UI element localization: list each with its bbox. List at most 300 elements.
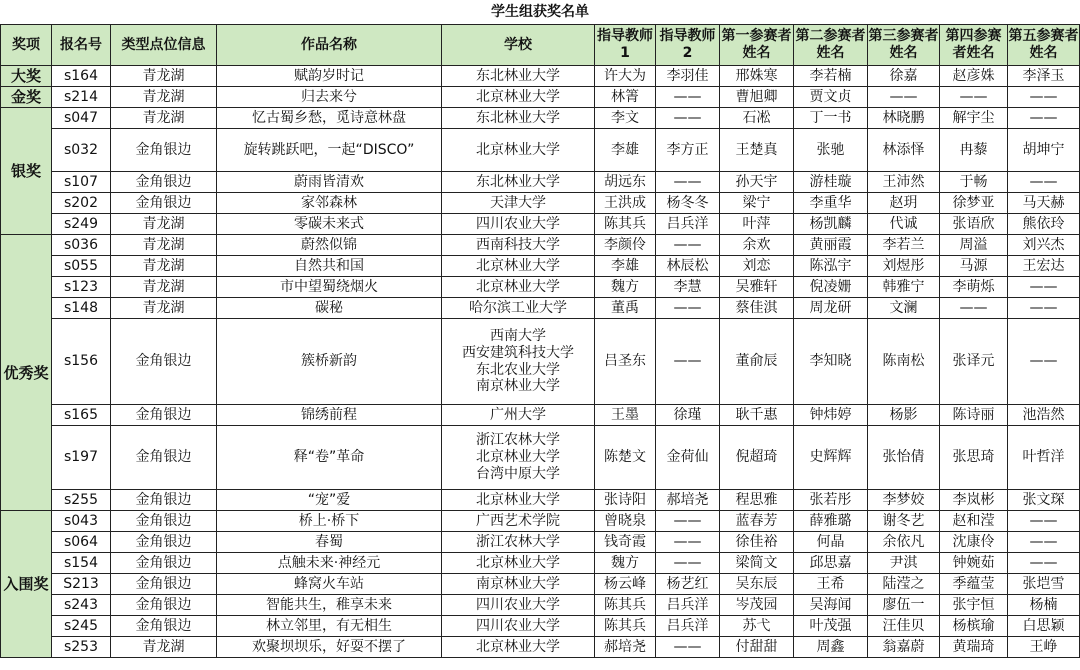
school-cell bbox=[442, 511, 595, 532]
teacher1-cell: 李文 bbox=[595, 108, 656, 129]
school-name: 台湾中原大学 bbox=[476, 465, 560, 482]
award-cell: 入围奖 bbox=[1, 511, 52, 658]
member5-cell: —— bbox=[1008, 277, 1080, 298]
table-row bbox=[1, 637, 1080, 658]
school-name: 四川农业大学 bbox=[476, 596, 560, 613]
work-title-cell: 忆古蜀乡愁，觅诗意林盘 bbox=[217, 108, 442, 129]
work-title-cell: 蔚雨皆清欢 bbox=[217, 172, 442, 193]
member1-cell: 梁简文 bbox=[720, 553, 794, 574]
school-name: 广州大学 bbox=[490, 406, 546, 423]
member4-cell: 周溢 bbox=[940, 235, 1008, 256]
school-name: 东北林业大学 bbox=[476, 109, 560, 126]
member4-cell: 于畅 bbox=[940, 172, 1008, 193]
member2-cell: 张若彤 bbox=[794, 490, 868, 511]
entry-id-cell: s202 bbox=[52, 193, 111, 214]
site-type-cell: 金角银边 bbox=[111, 511, 217, 532]
table-row bbox=[1, 405, 1080, 426]
site-type-cell: 青龙湖 bbox=[111, 87, 217, 108]
member5-cell: —— bbox=[1008, 172, 1080, 193]
school-name: 东北林业大学 bbox=[476, 173, 560, 190]
teacher1-cell: 郝培尧 bbox=[595, 637, 656, 658]
member5-cell: 马天赫 bbox=[1008, 193, 1080, 214]
table-row bbox=[1, 426, 1080, 490]
member2-cell: 陈泓宇 bbox=[794, 256, 868, 277]
teacher1-cell: 董禹 bbox=[595, 298, 656, 319]
member4-cell: 黄瑞琦 bbox=[940, 637, 1008, 658]
teacher2-cell: 吕兵洋 bbox=[656, 595, 720, 616]
site-type-cell: 金角银边 bbox=[111, 193, 217, 214]
entry-id-cell: s148 bbox=[52, 298, 111, 319]
teacher1-cell: 陈其兵 bbox=[595, 214, 656, 235]
work-title-cell: 赋韵岁时记 bbox=[217, 66, 442, 87]
school-name: 北京林业大学 bbox=[476, 638, 560, 655]
school-name: 南京林业大学 bbox=[476, 575, 560, 592]
member5-cell: 王峥 bbox=[1008, 637, 1080, 658]
member4-cell: 季蕴莹 bbox=[940, 574, 1008, 595]
member1-cell: 倪超琦 bbox=[720, 426, 794, 490]
member2-cell: 李知晓 bbox=[794, 319, 868, 405]
member3-cell: 林晓鹏 bbox=[868, 108, 940, 129]
member3-cell: 徐嘉 bbox=[868, 66, 940, 87]
table-row bbox=[1, 511, 1080, 532]
member4-cell: —— bbox=[940, 298, 1008, 319]
teacher2-cell: —— bbox=[656, 511, 720, 532]
school-name: 四川农业大学 bbox=[476, 215, 560, 232]
teacher1-cell: 陈其兵 bbox=[595, 616, 656, 637]
member5-cell: 刘兴杰 bbox=[1008, 235, 1080, 256]
member2-cell: 贾文贞 bbox=[794, 87, 868, 108]
member1-cell: 石凇 bbox=[720, 108, 794, 129]
school-cell bbox=[442, 87, 595, 108]
member1-cell: 耿千惠 bbox=[720, 405, 794, 426]
member4-cell: 解宇尘 bbox=[940, 108, 1008, 129]
member4-cell: 冉藜 bbox=[940, 129, 1008, 172]
member4-cell: 马源 bbox=[940, 256, 1008, 277]
member3-cell: 陆滢之 bbox=[868, 574, 940, 595]
school-cell bbox=[442, 532, 595, 553]
member5-cell: —— bbox=[1008, 511, 1080, 532]
table-row bbox=[1, 490, 1080, 511]
member2-cell: 史辉辉 bbox=[794, 426, 868, 490]
entry-id-cell: s064 bbox=[52, 532, 111, 553]
work-title-cell: 春蜀 bbox=[217, 532, 442, 553]
table-row bbox=[1, 66, 1080, 87]
teacher2-cell: 杨艺红 bbox=[656, 574, 720, 595]
member4-cell: 赵彦姝 bbox=[940, 66, 1008, 87]
work-title-cell: 智能共生，稚享未来 bbox=[217, 595, 442, 616]
award-cell: 金奖 bbox=[1, 87, 52, 108]
work-title-cell: 点触未来·神经元 bbox=[217, 553, 442, 574]
school-name: 天津大学 bbox=[490, 194, 546, 211]
site-type-cell: 青龙湖 bbox=[111, 66, 217, 87]
member1-cell: 吴雅轩 bbox=[720, 277, 794, 298]
member2-cell: 丁一书 bbox=[794, 108, 868, 129]
member1-cell: 蔡佳淇 bbox=[720, 298, 794, 319]
entry-id-cell: s156 bbox=[52, 319, 111, 405]
award-header: 奖项 bbox=[1, 25, 52, 66]
entry-id-cell: s107 bbox=[52, 172, 111, 193]
teacher2-cell: —— bbox=[656, 319, 720, 405]
work-title-cell: 零碳未来式 bbox=[217, 214, 442, 235]
member3-cell: 赵玥 bbox=[868, 193, 940, 214]
work-title-cell: 簇桥新韵 bbox=[217, 319, 442, 405]
teacher2-cell: —— bbox=[656, 298, 720, 319]
member3-cell: 王沛然 bbox=[868, 172, 940, 193]
table-row bbox=[1, 129, 1080, 172]
site-type-cell: 青龙湖 bbox=[111, 108, 217, 129]
entry-id-cell: s249 bbox=[52, 214, 111, 235]
site-type-cell: 青龙湖 bbox=[111, 214, 217, 235]
member4-cell: 徐梦亚 bbox=[940, 193, 1008, 214]
school-cell bbox=[442, 637, 595, 658]
member2-cell: 薛雅璐 bbox=[794, 511, 868, 532]
school-cell bbox=[442, 616, 595, 637]
type-header: 类型点位信息 bbox=[111, 25, 217, 66]
member2-cell: 游桂璇 bbox=[794, 172, 868, 193]
site-type-cell: 金角银边 bbox=[111, 616, 217, 637]
entry-id-cell: s255 bbox=[52, 490, 111, 511]
school-name: 四川农业大学 bbox=[476, 617, 560, 634]
school-name: 北京林业大学 bbox=[476, 141, 560, 158]
entry-id-cell: s123 bbox=[52, 277, 111, 298]
work-title-cell: 锦绣前程 bbox=[217, 405, 442, 426]
member2-cell: 叶茂强 bbox=[794, 616, 868, 637]
school-cell bbox=[442, 193, 595, 214]
entry-id-cell: s253 bbox=[52, 637, 111, 658]
table-row bbox=[1, 319, 1080, 405]
member5-cell: 杨楠 bbox=[1008, 595, 1080, 616]
teacher1-cell: 林箐 bbox=[595, 87, 656, 108]
member2-cell: 黄丽霞 bbox=[794, 235, 868, 256]
member5-cell: 叶哲洋 bbox=[1008, 426, 1080, 490]
member5-cell: 池浩然 bbox=[1008, 405, 1080, 426]
work-title-cell: 林立邻里，有无相生 bbox=[217, 616, 442, 637]
teacher2-cell: 杨冬冬 bbox=[656, 193, 720, 214]
member5-cell: 李泽玉 bbox=[1008, 66, 1080, 87]
teacher2-cell: 吕兵洋 bbox=[656, 616, 720, 637]
teacher1-cell: 魏方 bbox=[595, 277, 656, 298]
header-row bbox=[1, 25, 1080, 66]
teacher1-cell: 陈楚文 bbox=[595, 426, 656, 490]
member4-cell: 沈康伶 bbox=[940, 532, 1008, 553]
member1-cell: 苏弋 bbox=[720, 616, 794, 637]
entry-id-cell: s164 bbox=[52, 66, 111, 87]
teacher1-cell: 陈其兵 bbox=[595, 595, 656, 616]
entry-id-cell: s243 bbox=[52, 595, 111, 616]
site-type-cell: 金角银边 bbox=[111, 405, 217, 426]
teacher2-cell: 李慧 bbox=[656, 277, 720, 298]
teacher1-cell: 杨云峰 bbox=[595, 574, 656, 595]
member3-cell: 韩雅宁 bbox=[868, 277, 940, 298]
entry-id-cell: s036 bbox=[52, 235, 111, 256]
school-cell bbox=[442, 319, 595, 405]
site-type-cell: 金角银边 bbox=[111, 553, 217, 574]
page-title: 学生组获奖名单 bbox=[491, 4, 589, 20]
table-row bbox=[1, 193, 1080, 214]
entry-id-cell: s032 bbox=[52, 129, 111, 172]
member1-cell: 刘恋 bbox=[720, 256, 794, 277]
table-row bbox=[1, 574, 1080, 595]
member3-cell: 余依凡 bbox=[868, 532, 940, 553]
member4-cell: 李岚彬 bbox=[940, 490, 1008, 511]
teacher1-cell: 胡远东 bbox=[595, 172, 656, 193]
member2-cell: 周鑫 bbox=[794, 637, 868, 658]
work-title-cell: 欢聚坝坝乐，好耍不摆了 bbox=[217, 637, 442, 658]
site-type-cell: 金角银边 bbox=[111, 172, 217, 193]
school-cell bbox=[442, 595, 595, 616]
member1-cell: 王楚真 bbox=[720, 129, 794, 172]
member5-cell: —— bbox=[1008, 298, 1080, 319]
work-title-cell: 碳秘 bbox=[217, 298, 442, 319]
school-name: 北京林业大学 bbox=[476, 491, 560, 508]
site-type-cell: 金角银边 bbox=[111, 129, 217, 172]
school-cell bbox=[442, 214, 595, 235]
teacher2-cell: 吕兵洋 bbox=[656, 214, 720, 235]
member4-cell: 钟婉茹 bbox=[940, 553, 1008, 574]
member3-cell: 刘煜彤 bbox=[868, 256, 940, 277]
member2-header: 第二参赛者姓名 bbox=[794, 25, 868, 66]
member1-cell: 邢姝寒 bbox=[720, 66, 794, 87]
member2-cell: 倪凌姗 bbox=[794, 277, 868, 298]
teacher2-cell: —— bbox=[656, 87, 720, 108]
teacher2-cell: —— bbox=[656, 637, 720, 658]
member4-cell: 张语欣 bbox=[940, 214, 1008, 235]
site-type-cell: 金角银边 bbox=[111, 490, 217, 511]
member3-cell: 廖伍一 bbox=[868, 595, 940, 616]
member3-cell: 谢冬艺 bbox=[868, 511, 940, 532]
school-name: 南京林业大学 bbox=[476, 378, 560, 395]
member3-cell: 李若兰 bbox=[868, 235, 940, 256]
member2-cell: 李若楠 bbox=[794, 66, 868, 87]
work-title-cell: 释“卷”革命 bbox=[217, 426, 442, 490]
member3-header: 第三参赛者姓名 bbox=[868, 25, 940, 66]
member5-cell: —— bbox=[1008, 319, 1080, 405]
work-header: 作品名称 bbox=[217, 25, 442, 66]
school-cell bbox=[442, 129, 595, 172]
school-header: 学校 bbox=[442, 25, 595, 66]
school-name: 西南科技大学 bbox=[476, 236, 560, 253]
entry-id-cell: s197 bbox=[52, 426, 111, 490]
member5-cell: —— bbox=[1008, 87, 1080, 108]
member1-cell: 余欢 bbox=[720, 235, 794, 256]
teacher2-cell: 郝培尧 bbox=[656, 490, 720, 511]
member3-cell: —— bbox=[868, 87, 940, 108]
site-type-cell: 金角银边 bbox=[111, 532, 217, 553]
school-cell bbox=[442, 108, 595, 129]
member4-cell: —— bbox=[940, 87, 1008, 108]
member4-cell: 李萌烁 bbox=[940, 277, 1008, 298]
teacher1-cell: 魏方 bbox=[595, 553, 656, 574]
teacher1-cell: 曾晓泉 bbox=[595, 511, 656, 532]
award-cell: 银奖 bbox=[1, 108, 52, 235]
work-title-cell: 归去来兮 bbox=[217, 87, 442, 108]
member3-cell: 张怡倩 bbox=[868, 426, 940, 490]
member3-cell: 杨影 bbox=[868, 405, 940, 426]
teacher1-cell: 李颜伶 bbox=[595, 235, 656, 256]
teacher2-cell: —— bbox=[656, 172, 720, 193]
site-type-cell: 青龙湖 bbox=[111, 256, 217, 277]
school-cell bbox=[442, 405, 595, 426]
school-name: 广西艺术学院 bbox=[476, 512, 560, 529]
member5-cell: 白思颖 bbox=[1008, 616, 1080, 637]
member5-cell: 张垲雪 bbox=[1008, 574, 1080, 595]
member3-cell: 汪佳贝 bbox=[868, 616, 940, 637]
work-title-cell: 自然共和国 bbox=[217, 256, 442, 277]
member2-cell: 何晶 bbox=[794, 532, 868, 553]
teacher1-cell: 钱奇霞 bbox=[595, 532, 656, 553]
school-name: 浙江农林大学 bbox=[476, 432, 560, 449]
school-name: 哈尔滨工业大学 bbox=[469, 299, 567, 316]
teacher1-cell: 许大为 bbox=[595, 66, 656, 87]
teacher2-cell: 徐瑾 bbox=[656, 405, 720, 426]
table-row bbox=[1, 172, 1080, 193]
site-type-cell: 青龙湖 bbox=[111, 277, 217, 298]
member2-cell: 邱思嘉 bbox=[794, 553, 868, 574]
school-cell bbox=[442, 66, 595, 87]
entry-id-cell: S213 bbox=[52, 574, 111, 595]
member1-cell: 叶萍 bbox=[720, 214, 794, 235]
member1-cell: 吴东辰 bbox=[720, 574, 794, 595]
school-cell bbox=[442, 235, 595, 256]
member1-cell: 孙天宇 bbox=[720, 172, 794, 193]
member3-cell: 文澜 bbox=[868, 298, 940, 319]
member5-cell: 胡坤宁 bbox=[1008, 129, 1080, 172]
member4-cell: 张思琦 bbox=[940, 426, 1008, 490]
teacher1-cell: 李雄 bbox=[595, 129, 656, 172]
member3-cell: 陈南松 bbox=[868, 319, 940, 405]
award-table bbox=[0, 24, 1080, 658]
table-row bbox=[1, 595, 1080, 616]
school-cell bbox=[442, 490, 595, 511]
teacher2-cell: —— bbox=[656, 532, 720, 553]
member1-cell: 付甜甜 bbox=[720, 637, 794, 658]
site-type-cell: 青龙湖 bbox=[111, 637, 217, 658]
member2-cell: 王希 bbox=[794, 574, 868, 595]
school-name: 西南大学 bbox=[490, 327, 546, 344]
school-cell bbox=[442, 574, 595, 595]
member2-cell: 周龙研 bbox=[794, 298, 868, 319]
school-name: 浙江农林大学 bbox=[476, 533, 560, 550]
member4-cell: 赵和滢 bbox=[940, 511, 1008, 532]
member2-cell: 吴海闻 bbox=[794, 595, 868, 616]
table-row bbox=[1, 108, 1080, 129]
table-row bbox=[1, 553, 1080, 574]
work-title-cell: 蔚然似锦 bbox=[217, 235, 442, 256]
table-row bbox=[1, 298, 1080, 319]
member5-cell: 张文琛 bbox=[1008, 490, 1080, 511]
work-title-cell: 家邻森林 bbox=[217, 193, 442, 214]
member1-header: 第一参赛者姓名 bbox=[720, 25, 794, 66]
member4-cell: 杨槟瑜 bbox=[940, 616, 1008, 637]
school-cell bbox=[442, 277, 595, 298]
table-row bbox=[1, 532, 1080, 553]
member5-header: 第五参赛者姓名 bbox=[1008, 25, 1080, 66]
teacher2-cell: 李方正 bbox=[656, 129, 720, 172]
school-name: 北京林业大学 bbox=[476, 554, 560, 571]
member5-cell: —— bbox=[1008, 532, 1080, 553]
school-cell bbox=[442, 426, 595, 490]
school-name: 北京林业大学 bbox=[476, 449, 560, 466]
member2-cell: 李重华 bbox=[794, 193, 868, 214]
member2-cell: 钟炜婷 bbox=[794, 405, 868, 426]
school-name: 北京林业大学 bbox=[476, 257, 560, 274]
member4-cell: 张宇恒 bbox=[940, 595, 1008, 616]
work-title-cell: 市中望蜀绕烟火 bbox=[217, 277, 442, 298]
member1-cell: 蓝春芳 bbox=[720, 511, 794, 532]
entry-id-cell: s055 bbox=[52, 256, 111, 277]
teacher2-cell: 金荷仙 bbox=[656, 426, 720, 490]
teacher1-cell: 张诗阳 bbox=[595, 490, 656, 511]
member1-cell: 徐佳裕 bbox=[720, 532, 794, 553]
teacher2-cell: —— bbox=[656, 108, 720, 129]
school-cell bbox=[442, 553, 595, 574]
table-row bbox=[1, 256, 1080, 277]
site-type-cell: 金角银边 bbox=[111, 574, 217, 595]
school-name: 西安建筑科技大学 bbox=[462, 344, 574, 361]
member3-cell: 翁嘉蔚 bbox=[868, 637, 940, 658]
teacher2-cell: 李羽佳 bbox=[656, 66, 720, 87]
award-cell: 大奖 bbox=[1, 66, 52, 87]
member1-cell: 董俞辰 bbox=[720, 319, 794, 405]
site-type-cell: 青龙湖 bbox=[111, 298, 217, 319]
teacher1-cell: 王墨 bbox=[595, 405, 656, 426]
site-type-cell: 金角银边 bbox=[111, 426, 217, 490]
table-row bbox=[1, 87, 1080, 108]
member1-cell: 曹旭卿 bbox=[720, 87, 794, 108]
member3-cell: 尹淇 bbox=[868, 553, 940, 574]
entry-id-cell: s154 bbox=[52, 553, 111, 574]
school-cell bbox=[442, 172, 595, 193]
id-header: 报名号 bbox=[52, 25, 111, 66]
award-cell: 优秀奖 bbox=[1, 235, 52, 511]
table-row bbox=[1, 214, 1080, 235]
member2-cell: 杨凯麟 bbox=[794, 214, 868, 235]
work-title-cell: 桥上·桥下 bbox=[217, 511, 442, 532]
school-cell bbox=[442, 298, 595, 319]
member5-cell: —— bbox=[1008, 108, 1080, 129]
member2-cell: 张驰 bbox=[794, 129, 868, 172]
entry-id-cell: s214 bbox=[52, 87, 111, 108]
table-row bbox=[1, 616, 1080, 637]
teacher1-cell: 吕圣东 bbox=[595, 319, 656, 405]
site-type-cell: 青龙湖 bbox=[111, 235, 217, 256]
member5-cell: 熊依玲 bbox=[1008, 214, 1080, 235]
entry-id-cell: s043 bbox=[52, 511, 111, 532]
member4-cell: 陈诗丽 bbox=[940, 405, 1008, 426]
member3-cell: 代诚 bbox=[868, 214, 940, 235]
member1-cell: 梁宁 bbox=[720, 193, 794, 214]
teacher1-cell: 王洪成 bbox=[595, 193, 656, 214]
member1-cell: 程思雅 bbox=[720, 490, 794, 511]
teacher2-cell: —— bbox=[656, 235, 720, 256]
school-name: 东北农业大学 bbox=[476, 361, 560, 378]
member5-cell: —— bbox=[1008, 553, 1080, 574]
teacher2-header: 指导教师2 bbox=[656, 25, 720, 66]
member4-cell: 张译元 bbox=[940, 319, 1008, 405]
teacher1-header: 指导教师1 bbox=[595, 25, 656, 66]
member4-header: 第四参赛者姓名 bbox=[940, 25, 1008, 66]
school-name: 北京林业大学 bbox=[476, 278, 560, 295]
school-name: 东北林业大学 bbox=[476, 67, 560, 84]
work-title-cell: 蜂窝火车站 bbox=[217, 574, 442, 595]
entry-id-cell: s245 bbox=[52, 616, 111, 637]
table-row bbox=[1, 277, 1080, 298]
work-title-cell: “宠”爱 bbox=[217, 490, 442, 511]
entry-id-cell: s165 bbox=[52, 405, 111, 426]
school-name: 北京林业大学 bbox=[476, 88, 560, 105]
teacher2-cell: —— bbox=[656, 553, 720, 574]
teacher2-cell: 林辰松 bbox=[656, 256, 720, 277]
